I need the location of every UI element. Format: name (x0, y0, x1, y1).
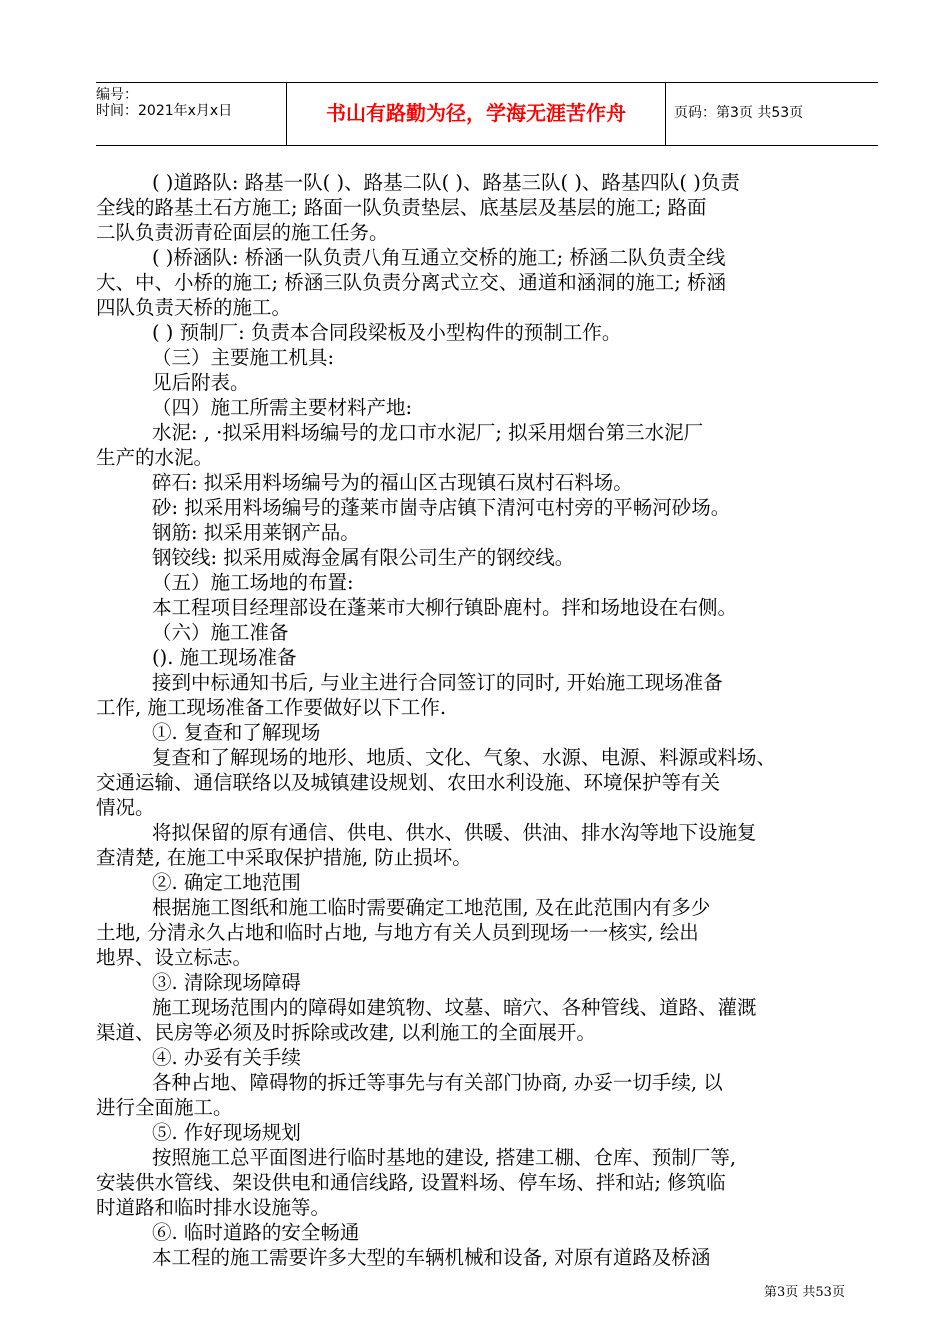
body-line: 进行全面施工。 (96, 1096, 233, 1119)
body-line: ( )道路队: 路基一队( )、路基二队( )、路基三队( )、路基四队( )负责 (152, 171, 740, 194)
body-line: 碎石: 拟采用料场编号为的福山区古现镇石岚村石料场。 (152, 471, 633, 494)
header-motto: 书山有路勤为径，学海无涯苦作舟 (286, 83, 666, 145)
body-line: 二队负责沥青砼面层的施工任务。 (96, 221, 389, 244)
body-line: ④. 办妥有关手续 (152, 1046, 301, 1069)
body-line: (). 施工现场准备 (152, 646, 297, 669)
body-line: 工作, 施工现场准备工作要做好以下工作. (96, 696, 447, 719)
body-line: 全线的路基土石方施工; 路面一队负责垫层、底基层及基层的施工; 路面 (96, 196, 707, 219)
body-line: （三）主要施工机具: (152, 346, 335, 369)
body-line: 生产的水泥。 (96, 446, 214, 469)
body-line: ②. 确定工地范围 (152, 871, 301, 894)
body-line: 情况。 (96, 796, 155, 819)
body-line: 土地, 分清永久占地和临时占地, 与地方有关人员到现场一一核实, 绘出 (96, 921, 699, 944)
body-line: 四队负责天桥的施工。 (96, 296, 292, 319)
document-body (96, 170, 866, 1270)
body-line: ③. 清除现场障碍 (152, 971, 301, 994)
body-line: 时道路和临时排水设施等。 (96, 1196, 331, 1219)
body-line: 复查和了解现场的地形、地质、文化、气象、水源、电源、料源或料场、 (152, 746, 777, 769)
body-line: 交通运输、通信联络以及城镇建设规划、农田水利设施、环境保护等有关 (96, 771, 721, 794)
page-header (96, 82, 878, 146)
body-line: ⑤. 作好现场规划 (152, 1121, 301, 1144)
body-line: 查清楚, 在施工中采取保护措施, 防止损坏。 (96, 846, 472, 869)
body-line: ( ) 预制厂: 负责本合同段梁板及小型构件的预制工作。 (152, 321, 622, 344)
body-line: （六）施工准备 (152, 621, 289, 644)
body-line: 按照施工总平面图进行临时基地的建设, 搭建工棚、仓库、预制厂等, (152, 1146, 737, 1169)
body-line: 本工程的施工需要许多大型的车辆机械和设备, 对原有道路及桥涵 (152, 1246, 711, 1269)
body-line: 地界、设立标志。 (96, 946, 253, 969)
header-meta (96, 83, 286, 145)
body-line: 水泥: , ·拟采用料场编号的龙口市水泥厂; 拟采用烟台第三水泥厂 (152, 421, 704, 444)
body-line: 钢铰线: 拟采用威海金属有限公司生产的钢绞线。 (152, 546, 575, 569)
body-line: 大、中、小桥的施工; 桥涵三队负责分离式立交、通道和涵洞的施工; 桥涵 (96, 271, 727, 294)
body-line: 见后附表。 (152, 371, 250, 394)
body-line: 各种占地、障碍物的拆迁等事先与有关部门协商, 办妥一切手续, 以 (152, 1071, 723, 1094)
body-line: 施工现场范围内的障碍如建筑物、坟墓、暗穴、各种管线、道路、灌溉 (152, 996, 757, 1019)
body-line: 将拟保留的原有通信、供电、供水、供暖、供油、排水沟等地下设施复 (152, 821, 757, 844)
body-line: ①. 复查和了解现场 (152, 721, 321, 744)
body-line: 本工程项目经理部设在蓬莱市大柳行镇卧鹿村。拌和场地设在右侧。 (152, 596, 738, 619)
document-time-label: 时间：2021年x月x日 (96, 103, 233, 119)
body-line: ⑥. 临时道路的安全畅通 (152, 1221, 360, 1244)
body-line: （五）施工场地的布置: (152, 571, 354, 594)
body-line: 砂: 拟采用料场编号的蓬莱市崮寺店镇下清河屯村旁的平畅河砂场。 (152, 496, 731, 519)
header-page-info: 页码：第3页 共53页 (674, 105, 804, 121)
body-line: 安装供水管线、架设供电和通信线路, 设置料场、停车场、拌和站; 修筑临 (96, 1171, 726, 1194)
page-footer: 第3页 共53页 (764, 1285, 845, 1300)
body-line: ( )桥涵队: 桥涵一队负责八角互通立交桥的施工; 桥涵二队负责全线 (152, 246, 726, 269)
body-line: 接到中标通知书后, 与业主进行合同签订的同时, 开始施工现场准备 (152, 671, 723, 694)
body-line: 根据施工图纸和施工临时需要确定工地范围, 及在此范围内有多少 (152, 896, 711, 919)
document-number-label: 编号： (96, 87, 138, 103)
body-line: （四）施工所需主要材料产地: (152, 396, 413, 419)
body-line: 渠道、民房等必须及时拆除或改建, 以利施工的全面展开。 (96, 1021, 596, 1044)
body-line: 钢筋: 拟采用莱钢产品。 (152, 521, 360, 544)
